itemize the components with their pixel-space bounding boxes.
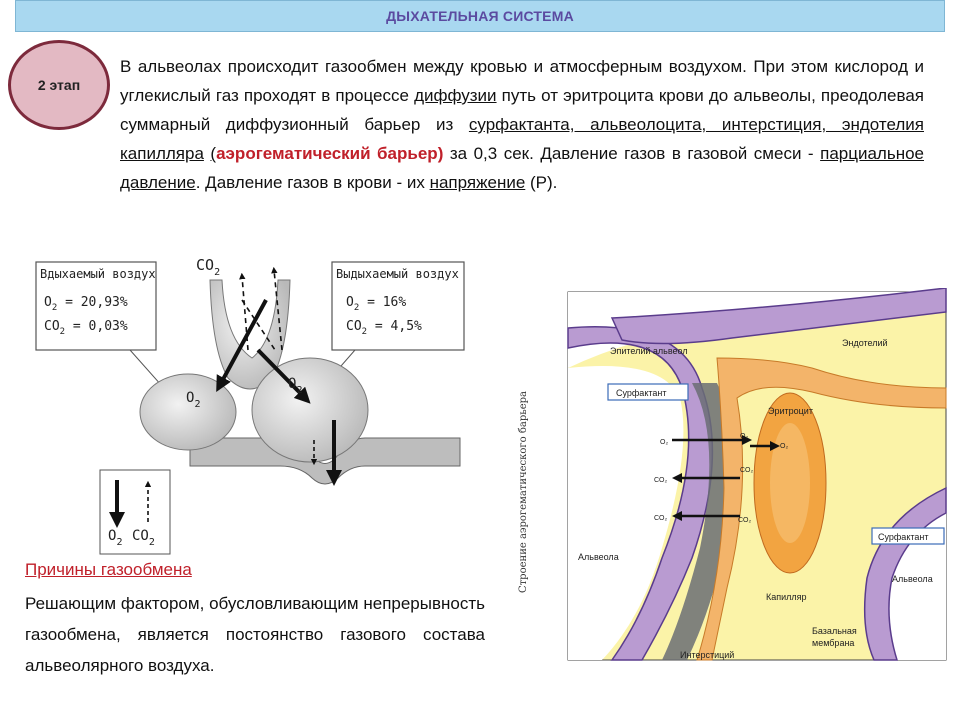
intro-paragraph (120, 52, 924, 197)
label-co2-2: CO₂ (740, 467, 754, 474)
stage-badge (8, 40, 110, 130)
term-aerohematic-barrier: аэрогематический барьер) (216, 144, 444, 163)
intro-text-3: за 0,3 сек. Давление газов в газовой смеси - (443, 144, 821, 163)
inhaled-air-box (36, 262, 156, 350)
label-endothelium: Эндотелий (842, 338, 888, 348)
label-o2-2: O₂ (740, 433, 749, 440)
inhaled-o2: $O_2 = 20,93\%$ (44, 295, 128, 313)
gas-legend (100, 470, 170, 554)
term-partial-pressure: парциальное давление (120, 144, 924, 192)
inhaled-title: Вдыхаемый воздух (40, 267, 156, 281)
label-capillary: Капилляр (766, 592, 807, 602)
alveoli-diagram (20, 240, 490, 560)
intro-text-1: В альвеолах происходит газообмен между кровью и атмосферным воздухом. При этом кислород и углекислый газ проходят в процессе (120, 57, 924, 105)
intro-text-5: (P). (525, 173, 558, 192)
term-barrier-components: сурфактанта, альвеолоцита, интерстиция, эндотелия капилляра (120, 115, 924, 163)
term-diffusion: диффузии (414, 86, 497, 105)
inhaled-co2: $CO_2 = 0,03\%$ (44, 319, 128, 337)
label-alveola-left: Альвеола (578, 552, 619, 562)
exhaled-o2: $O_2 = 16\%$ (346, 295, 407, 313)
label-alveola-right: Альвеола (892, 574, 933, 584)
alveolus-right-o2-label: $O_2$ (288, 376, 303, 396)
label-o2-1: O₂ (660, 439, 669, 446)
label-epithelium: Эпителий альвеол (610, 346, 688, 356)
stage-label: 2 этап (37, 77, 81, 93)
label-co2-1: CO₂ (654, 477, 668, 484)
label-co2-4: CO₂ (738, 517, 752, 524)
label-surfactant-right: Сурфактант (878, 532, 929, 542)
barrier-vertical-caption: Строение аэрогематического барьера (518, 391, 529, 593)
legend-co2-label: $CO_2$ (132, 528, 155, 548)
intro-text-2: путь от эритроцита крови до альвеолы, преодолевая суммарный диффузионный барьер из (120, 86, 924, 134)
term-tension: напряжение (429, 173, 526, 192)
label-erythrocyte: Эритроцит (768, 406, 813, 416)
label-basement-1: Базальная (812, 626, 857, 636)
erythrocyte-center (770, 423, 810, 543)
alveolus-right (252, 358, 368, 462)
label-co2-3: CO₂ (654, 515, 668, 522)
label-interstitium: Интерстиций (680, 650, 735, 660)
label-basement-2: мембрана (812, 638, 855, 648)
legend-o2-label: $O_2$ (108, 528, 123, 548)
causes-text: Решающим фактором, обусловливающим непрерывность газообмена, является постоянство газового состава альвеолярного воздуха. (25, 594, 485, 675)
exhaled-air-box (332, 262, 464, 350)
label-o2-3: O₂ (780, 443, 789, 450)
causes-title: Причины газообмена (25, 560, 192, 579)
alveolus-left-o2-label: $O_2$ (186, 390, 201, 410)
exhaled-title: Выдыхаемый воздух (336, 267, 459, 281)
label-surfactant-left: Сурфактант (616, 388, 667, 398)
paren-open: ( (210, 144, 217, 163)
header-bar (15, 0, 945, 32)
barrier-diagram (512, 288, 952, 664)
exhaled-co2: $CO_2 = 4,5\%$ (346, 319, 422, 337)
header-title: ДЫХАТЕЛЬНАЯ СИСТЕМА (386, 8, 574, 24)
intro-text-4: . Давление газов в крови - их (195, 173, 430, 192)
co2-top-label: $CO_2$ (196, 256, 221, 278)
